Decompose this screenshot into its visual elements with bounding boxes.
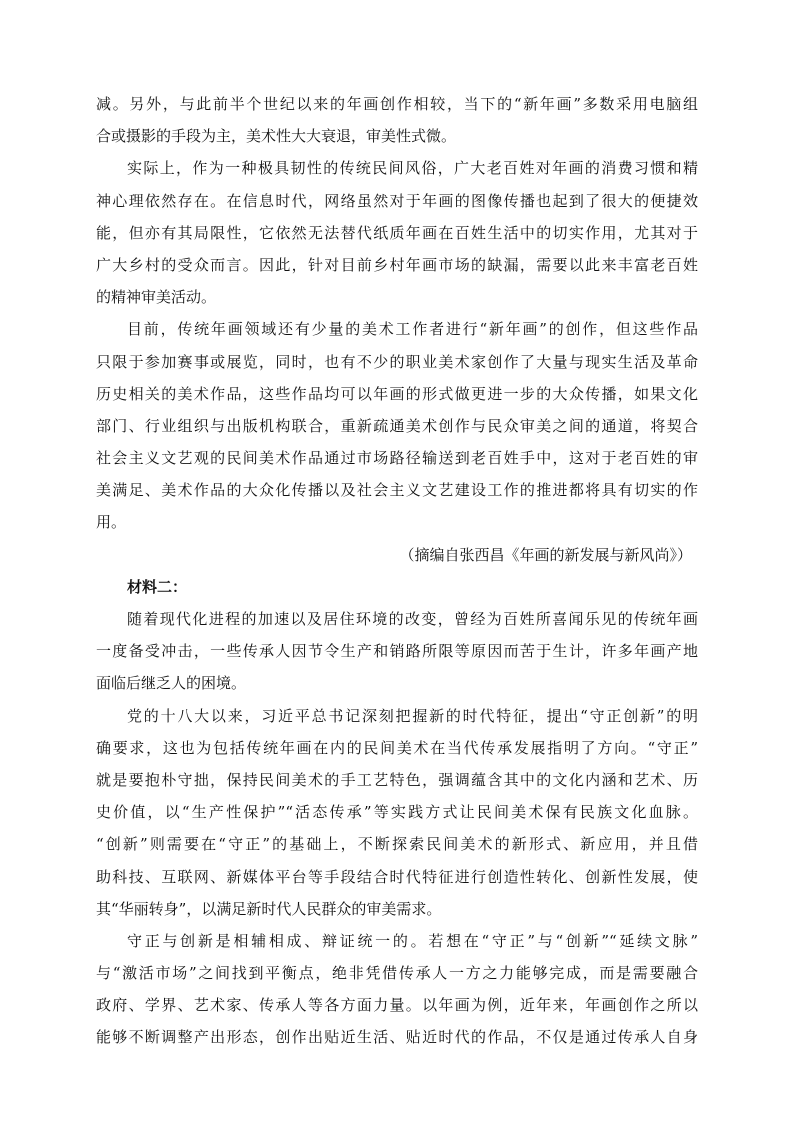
paragraph-line: 历史相关的美术作品，这些作品均可以年画的形式做更进一步的大众传播，如果文化 [96, 384, 698, 403]
paragraph-line: 史价值，以“生产性保护”“活态传承”等实践方式让民间美术保有民族文化血脉。 [96, 803, 698, 822]
paragraph-line: 守正与创新是相辅相成、辩证统一的。若想在“守正”与“创新”“延续文脉” [127, 931, 698, 950]
section-heading: 材料二： [127, 577, 188, 596]
paragraph-line: 社会主义文艺观的民间美术作品通过市场路径输送到老百姓手中，这对于老百姓的审 [96, 449, 698, 468]
paragraph-line: 用。 [96, 513, 127, 532]
paragraph-line: 减。另外，与此前半个世纪以来的年画创作相较，当下的“新年画”多数采用电脑组 [96, 95, 698, 113]
paragraph-line: 能，但亦有其局限性，它依然无法替代纸质年画在百姓生活中的切实作用，尤其对于 [96, 223, 698, 242]
paragraph-line: 目前，传统年画领域还有少量的美术工作者进行“新年画”的创作，但这些作品 [127, 320, 698, 339]
paragraph-line: 只限于参加赛事或展览，同时，也有不少的职业美术家创作了大量与现实生活及革命 [96, 352, 698, 371]
paragraph-line: 随着现代化进程的加速以及居住环境的改变，曾经为百姓所喜闻乐见的传统年画 [127, 610, 698, 628]
paragraph-line: 其“华丽转身”，以满足新时代人民群众的审美需求。 [96, 899, 442, 918]
paragraph-line: 部门、行业组织与出版机构联合，重新疏通美术创作与民众审美之间的通道，将契合 [96, 416, 698, 435]
paragraph-line: 实际上，作为一种极具韧性的传统民间风俗，广大老百姓对年画的消费习惯和精 [127, 159, 698, 178]
paragraph-line: 政府、学界、艺术家、传承人等各方面力量。以年画为例，近年来，年画创作之所以 [96, 996, 698, 1015]
paragraph-line: 合或摄影的手段为主，美术性大大衰退，审美性式微。 [96, 127, 457, 146]
paragraph-line: 党的十八大以来，习近平总书记深刻把握新的时代特征，提出“守正创新”的明 [127, 706, 698, 725]
paragraph-line: 助科技、互联网、新媒体平台等手段结合时代特征进行创造性转化、创新性发展，使 [96, 867, 698, 886]
paragraph-line: 一度备受冲击，一些传承人因节令生产和销路所限等原因而苦于生计，许多年画产地 [96, 642, 698, 661]
paragraph-line: 就是要抱朴守拙，保持民间美术的手工艺特色，强调蕴含其中的文化内涵和艺术、历 [96, 770, 698, 789]
paragraph-line: 与“激活市场”之间找到平衡点，绝非凭借传承人一方之力能够完成，而是需要融合 [96, 964, 698, 983]
document-page [96, 88, 698, 1054]
paragraph-line: 能够不断调整产出形态，创作出贴近生活、贴近时代的作品，不仅是通过传承人自身 [96, 1028, 698, 1047]
paragraph-line: 确要求，这也为包括传统年画在内的民间美术在当代传承发展指明了方向。“守正” [96, 738, 698, 757]
paragraph-line: 面临后继乏人的困境。 [96, 674, 247, 693]
source-citation: （摘编自张西昌《年画的新发展与新风尚》） [399, 545, 692, 564]
paragraph-line: “创新”则需要在“守正”的基础上，不断探索民间美术的新形式、新应用，并且借 [96, 835, 698, 854]
paragraph-line: 广大乡村的受众而言。因此，针对目前乡村年画市场的缺漏，需要以此来丰富老百姓 [96, 255, 698, 274]
paragraph-line: 美满足、美术作品的大众化传播以及社会主义文艺建设工作的推进都将具有切实的作 [96, 481, 698, 500]
paragraph-line: 的精神审美活动。 [96, 288, 217, 307]
paragraph-line: 神心理依然存在。在信息时代，网络虽然对于年画的图像传播也起到了很大的便捷效 [96, 191, 698, 210]
